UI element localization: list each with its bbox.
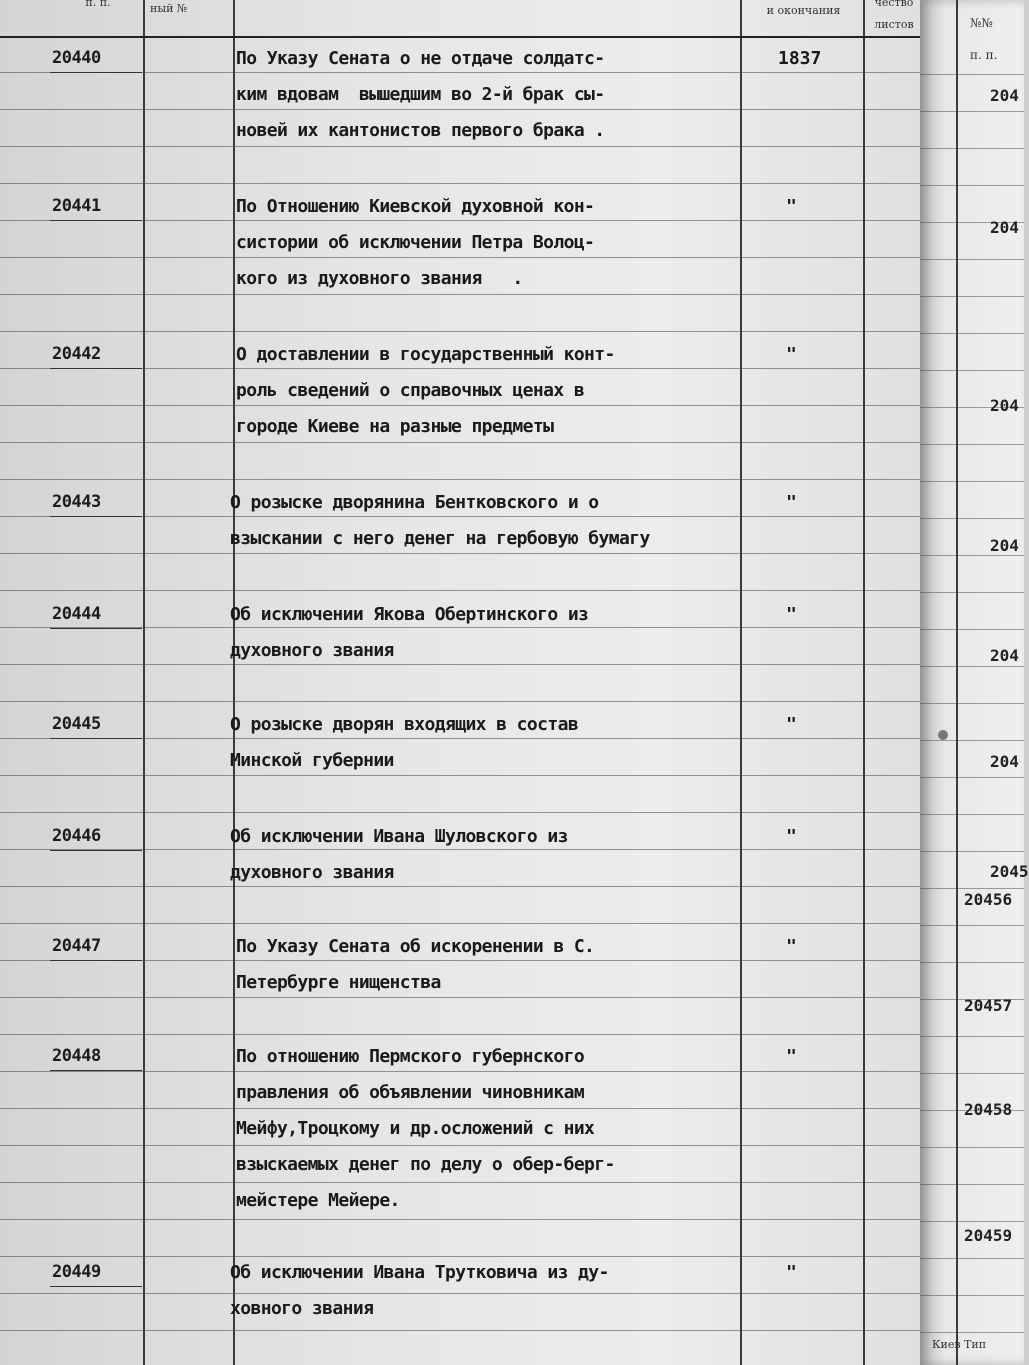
- right-page-ruled-line: [920, 814, 1024, 815]
- row-description-line: мейстере Мейере.: [236, 1190, 400, 1211]
- right-page-row-number: 2045: [990, 862, 1029, 881]
- header-col-sheets-1: чество: [874, 0, 914, 9]
- column-rule-3: [740, 0, 742, 1365]
- right-page-ruled-line: [920, 296, 1024, 297]
- ruled-line: [0, 1182, 945, 1183]
- ruled-line: [0, 1293, 945, 1294]
- row-date: ": [786, 1046, 797, 1067]
- row-number-underline: [50, 738, 142, 739]
- row-description-line: Петербурге нищенства: [236, 972, 441, 993]
- right-page-footer: Киев Тип: [932, 1338, 987, 1351]
- row-description-line: Об исключении Якова Обертинского из: [230, 604, 589, 625]
- ruled-line: [0, 664, 945, 665]
- row-number: 20445: [52, 714, 101, 734]
- right-page-row-number: 204: [990, 218, 1019, 237]
- right-page-ruled-line: [920, 592, 1024, 593]
- row-number-underline: [50, 516, 142, 517]
- right-page-row-number: 204: [990, 86, 1019, 105]
- row-number: 20444: [52, 604, 101, 624]
- right-page-row-number: 204: [990, 646, 1019, 665]
- column-rule-1: [143, 0, 145, 1365]
- row-description-line: взыскании с него денег на гербовую бумагу: [230, 528, 650, 549]
- right-page-ruled-line: [920, 740, 1024, 741]
- right-page: [920, 0, 1029, 1365]
- ruled-line: [0, 590, 945, 591]
- row-description-line: новей их кантонистов первого брака .: [236, 120, 605, 141]
- row-date: ": [786, 826, 797, 847]
- right-page-ruled-line: [920, 1258, 1024, 1259]
- ruled-line: [0, 1219, 945, 1220]
- ruled-line: [0, 812, 945, 813]
- right-page-ruled-line: [920, 333, 1024, 334]
- row-description-line: городе Киеве на разные предметы: [236, 416, 554, 437]
- row-description-line: О розыске дворянина Бентковского и о: [230, 492, 599, 513]
- right-page-ruled-line: [920, 629, 1024, 630]
- right-page-ruled-line: [920, 703, 1024, 704]
- right-page-ruled-line: [920, 1295, 1024, 1296]
- right-page-ruled-line: [920, 925, 1024, 926]
- row-number: 20443: [52, 492, 101, 512]
- right-page-row-number: 204: [990, 752, 1019, 771]
- row-description-line: По Отношению Киевской духовной кон-: [236, 196, 595, 217]
- right-page-header-1: №№: [970, 16, 993, 30]
- right-page-header-2: п. п.: [970, 48, 998, 62]
- right-page-ruled-line: [920, 1036, 1024, 1037]
- right-page-ruled-line: [920, 666, 1024, 667]
- row-date: ": [786, 1262, 797, 1283]
- right-page-ruled-line: [920, 370, 1024, 371]
- right-page-ruled-line: [920, 74, 1024, 75]
- row-description-line: Об исключении Ивана Шуловского из: [230, 826, 568, 847]
- header-col-sheets-2: листов: [874, 18, 914, 31]
- right-page-ruled-line: [920, 185, 1024, 186]
- right-page-ruled-line: [920, 148, 1024, 149]
- row-description-line: систории об исключении Петра Волоц-: [236, 232, 595, 253]
- row-number: 20446: [52, 826, 101, 846]
- right-page-row-number: 20459: [964, 1226, 1013, 1245]
- row-number: 20449: [52, 1262, 101, 1282]
- row-date: ": [786, 344, 797, 365]
- right-page-ruled-line: [920, 777, 1024, 778]
- right-page-row-number: 204: [990, 536, 1019, 555]
- right-page-ruled-line: [920, 851, 1024, 852]
- right-page-ruled-line: [920, 1184, 1024, 1185]
- row-number: 20442: [52, 344, 101, 364]
- header-col-archive: ный №: [150, 2, 188, 15]
- row-description-line: Об исключении Ивана Трутковича из ду-: [230, 1262, 609, 1283]
- header-col-dates: и окончания: [766, 4, 841, 17]
- right-page-ruled-line: [920, 111, 1024, 112]
- right-page-ruled-line: [920, 888, 1024, 889]
- ruled-line: [0, 923, 945, 924]
- right-page-ruled-line: [920, 259, 1024, 260]
- row-number-underline: [50, 960, 142, 961]
- row-date: ": [786, 604, 797, 625]
- row-description-line: Минской губернии: [230, 750, 394, 771]
- ruled-line: [0, 1034, 945, 1035]
- row-description-line: О розыске дворян входящих в состав: [230, 714, 579, 735]
- right-page-ruled-line: [920, 555, 1024, 556]
- row-description-line: ховного звания: [230, 1298, 374, 1319]
- ruled-line: [0, 331, 945, 332]
- row-number-underline: [50, 220, 142, 221]
- right-page-ruled-line: [920, 1221, 1024, 1222]
- ruled-line: [0, 1330, 945, 1331]
- header-col-num: п. п.: [85, 0, 111, 9]
- row-description-line: правления об объявлении чиновникам: [236, 1082, 585, 1103]
- right-page-row-number: 20456: [964, 890, 1013, 909]
- right-page-ruled-line: [920, 481, 1024, 482]
- row-description-line: роль сведений о справочных ценах в: [236, 380, 585, 401]
- row-description-line: По Указу Сената об искоренении в С.: [236, 936, 595, 957]
- row-date: 1837: [778, 48, 822, 69]
- right-page-ruled-line: [920, 444, 1024, 445]
- binding-hole: [938, 730, 948, 740]
- row-description-line: духовного звания: [230, 862, 394, 883]
- right-page-row-number: 20457: [964, 996, 1013, 1015]
- row-description-line: ким вдовам вышедшим во 2-й брак сы-: [236, 84, 605, 105]
- ruled-line: [0, 183, 945, 184]
- row-number: 20448: [52, 1046, 101, 1066]
- column-rule-2: [233, 0, 235, 1365]
- right-page-column-rule: [956, 0, 958, 1365]
- row-date: ": [786, 714, 797, 735]
- row-number: 20440: [52, 48, 101, 68]
- row-description-line: Мейфу,Троцкому и др.осложений с них: [236, 1118, 595, 1139]
- right-page-row-number: 204: [990, 396, 1019, 415]
- column-rule-4: [863, 0, 865, 1365]
- row-number-underline: [50, 1070, 142, 1071]
- row-number-underline: [50, 72, 142, 73]
- right-page-ruled-line: [920, 962, 1024, 963]
- ruled-line: [0, 997, 945, 998]
- row-number: 20441: [52, 196, 101, 216]
- row-number-underline: [50, 368, 142, 369]
- row-description-line: кого из духовного звания .: [236, 268, 523, 289]
- ruled-line: [0, 886, 945, 887]
- row-date: ": [786, 936, 797, 957]
- row-description-line: взыскаемых денег по делу о обер-берг-: [236, 1154, 615, 1175]
- row-description-line: О доставлении в государственный конт-: [236, 344, 615, 365]
- right-page-row-number: 20458: [964, 1100, 1013, 1119]
- row-description-line: По Указу Сената о не отдаче солдатс-: [236, 48, 605, 69]
- right-page-ruled-line: [920, 1332, 1024, 1333]
- ruled-line: [0, 479, 945, 480]
- row-description-line: духовного звания: [230, 640, 394, 661]
- right-page-ruled-line: [920, 1147, 1024, 1148]
- ruled-line: [0, 775, 945, 776]
- row-description-line: По отношению Пермского губернского: [236, 1046, 585, 1067]
- ruled-line: [0, 701, 945, 702]
- row-number: 20447: [52, 936, 101, 956]
- header-rule: [0, 36, 945, 38]
- row-date: ": [786, 196, 797, 217]
- row-date: ": [786, 492, 797, 513]
- row-number-underline: [50, 850, 142, 851]
- right-page-ruled-line: [920, 518, 1024, 519]
- row-number-underline: [50, 628, 142, 629]
- row-number-underline: [50, 1286, 142, 1287]
- right-page-ruled-line: [920, 1073, 1024, 1074]
